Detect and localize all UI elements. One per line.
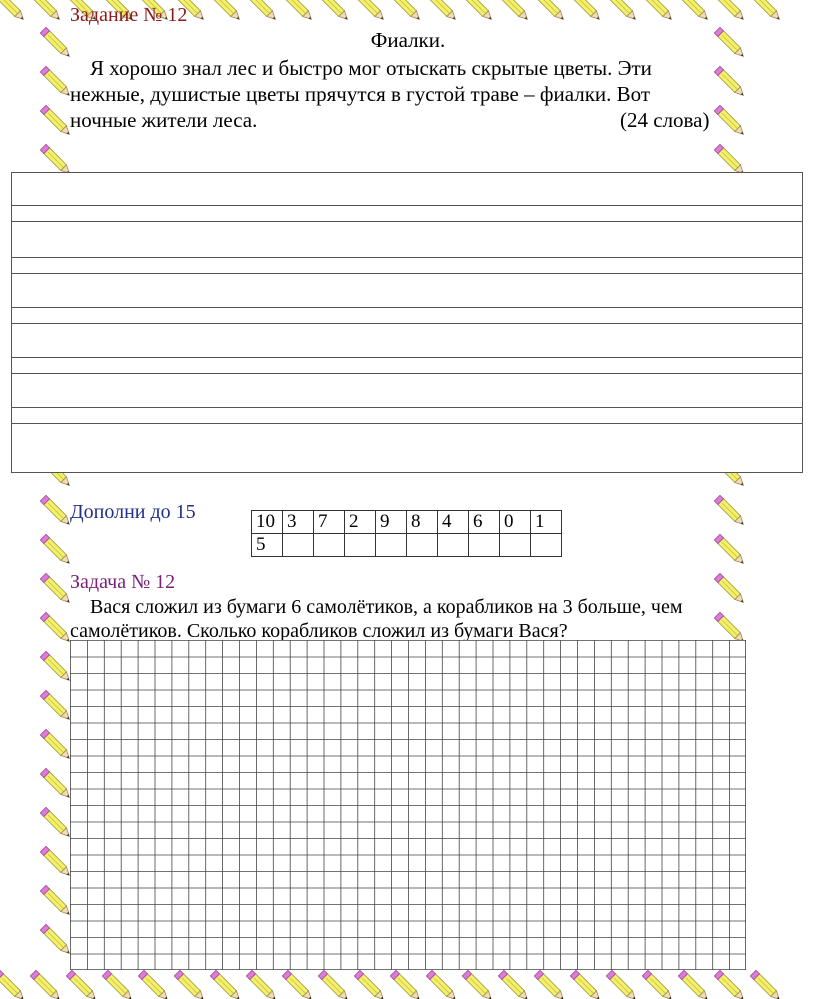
pencil-icon: [0, 0, 26, 22]
problem-line-1: Вася сложил из бумаги 6 самолётиков, а корабликов на 3 больше, чем: [90, 596, 683, 618]
complement-heading: Дополни до 15: [70, 501, 196, 523]
pencil-icon: [426, 0, 458, 22]
pencil-icon: [606, 970, 638, 999]
pencil-icon: [318, 0, 350, 22]
story-line-3: ночные жители леса.: [70, 108, 258, 132]
pencil-icon: [570, 0, 602, 22]
table-cell: 6: [469, 511, 500, 534]
pencil-icon: [678, 970, 710, 999]
pencil-icon: [40, 924, 72, 956]
writing-line: [12, 307, 802, 324]
pencil-icon: [534, 0, 566, 22]
pencil-icon: [40, 885, 72, 917]
problem-heading: Задача № 12: [70, 571, 176, 593]
pencil-icon: [714, 0, 746, 22]
table-cell[interactable]: [500, 534, 531, 557]
problem-line-2: самолётиков. Сколько корабликов сложил из бумаги Вася?: [70, 620, 568, 642]
pencil-icon: [30, 970, 62, 999]
squared-grid: [70, 640, 746, 970]
writing-line: [12, 357, 802, 374]
table-row: [252, 511, 562, 534]
pencil-icon: [40, 573, 72, 605]
pencil-icon: [30, 0, 62, 22]
pencil-icon: [534, 970, 566, 999]
table-cell: 8: [407, 511, 438, 534]
pencil-icon: [354, 970, 386, 999]
pencil-icon: [246, 0, 278, 22]
task-heading: Задание № 12: [70, 4, 188, 26]
pencil-icon: [40, 612, 72, 644]
table-cell: 5: [252, 534, 283, 557]
table-cell[interactable]: [438, 534, 469, 557]
story-line-1: Я хорошо знал лес и быстро мог отыскать скрытые цветы. Эти: [90, 56, 652, 80]
pencil-icon: [714, 495, 746, 527]
pencil-icon: [282, 0, 314, 22]
pencil-icon: [66, 970, 98, 999]
pencil-icon: [40, 651, 72, 683]
pencil-icon: [462, 970, 494, 999]
table-cell: 9: [376, 511, 407, 534]
pencil-icon: [354, 0, 386, 22]
pencil-icon: [642, 0, 674, 22]
pencil-icon: [0, 970, 26, 999]
pencil-icon: [570, 970, 602, 999]
pencil-icon: [318, 970, 350, 999]
writing-lines: [11, 172, 803, 473]
pencil-icon: [40, 66, 72, 98]
complement-table: [251, 510, 562, 557]
writing-line: [12, 205, 802, 222]
story-line-2: нежные, душистые цветы прячутся в густой траве – фиалки. Вот: [70, 82, 651, 106]
pencil-icon: [210, 970, 242, 999]
pencil-icon: [390, 0, 422, 22]
table-cell: 3: [283, 511, 314, 534]
pencil-icon: [210, 0, 242, 22]
table-cell: 7: [314, 511, 345, 534]
pencil-icon: [102, 970, 134, 999]
pencil-icon: [714, 970, 746, 999]
writing-line: [12, 407, 802, 424]
pencil-icon: [40, 846, 72, 878]
table-cell: 2: [345, 511, 376, 534]
pencil-icon: [498, 0, 530, 22]
table-cell: 10: [252, 511, 283, 534]
pencil-icon: [40, 105, 72, 137]
table-cell[interactable]: [469, 534, 500, 557]
word-count: (24 слова): [620, 108, 710, 132]
pencil-icon: [138, 970, 170, 999]
pencil-icon: [40, 495, 72, 527]
pencil-icon: [40, 807, 72, 839]
story-title: Фиалки.: [370, 28, 446, 52]
pencil-icon: [246, 970, 278, 999]
pencil-icon: [750, 970, 782, 999]
table-cell[interactable]: [314, 534, 345, 557]
table-cell: 1: [531, 511, 562, 534]
pencil-icon: [40, 768, 72, 800]
table-cell[interactable]: [283, 534, 314, 557]
pencil-icon: [750, 0, 782, 22]
pencil-icon: [498, 970, 530, 999]
writing-line: [12, 257, 802, 274]
pencil-icon: [390, 970, 422, 999]
table-cell: 4: [438, 511, 469, 534]
table-cell: 0: [500, 511, 531, 534]
pencil-icon: [40, 729, 72, 761]
pencil-icon: [606, 0, 638, 22]
pencil-icon: [282, 970, 314, 999]
pencil-icon: [40, 534, 72, 566]
pencil-icon: [426, 970, 458, 999]
pencil-icon: [462, 0, 494, 22]
pencil-icon: [714, 105, 746, 137]
pencil-icon: [642, 970, 674, 999]
table-cell[interactable]: [407, 534, 438, 557]
table-cell[interactable]: [345, 534, 376, 557]
pencil-icon: [678, 0, 710, 22]
table-cell[interactable]: [376, 534, 407, 557]
pencil-icon: [174, 970, 206, 999]
table-row: [252, 534, 562, 557]
pencil-icon: [40, 690, 72, 722]
pencil-icon: [714, 534, 746, 566]
table-cell[interactable]: [531, 534, 562, 557]
